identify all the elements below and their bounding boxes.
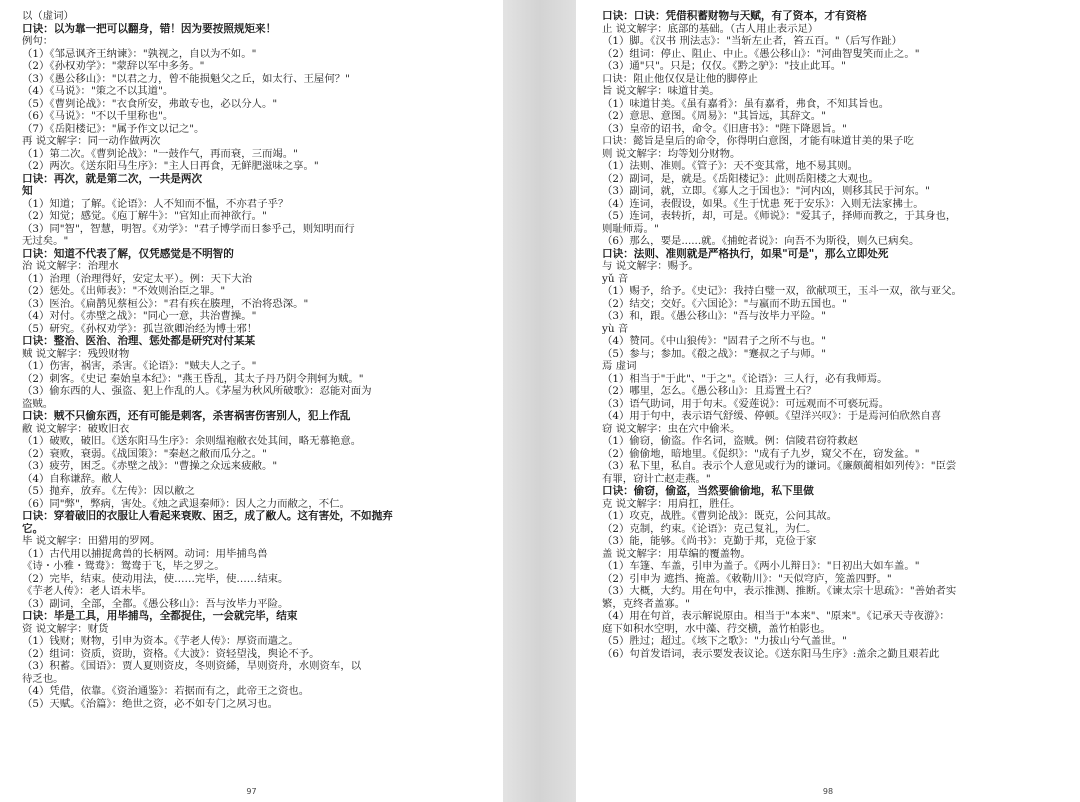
text-line: （5）天赋。《治篇》：绝世之资，必不如专门之夙习也。 [22, 697, 278, 710]
text-line: 贼 说文解字：残毁财物 [22, 347, 130, 360]
text-line: （1）伤害，祸害，杀害。《论语》："贼夫人之子。" [22, 360, 257, 372]
text-line: （2）衰败，衰弱。《战国策》："秦赵之敝而瓜分之。" [22, 447, 267, 460]
text-line: （1）味道甘美。《虽有嘉肴》：虽有嘉肴，弗食，不知其旨也。 [602, 97, 890, 110]
text-line: （3）医治。《扁鹊见蔡桓公》："君有疾在腠理，不治将恐深。" [22, 297, 309, 310]
page-number-right: 98 [822, 787, 834, 796]
text-line: （1）《邹忌讽齐王纳谏》："孰视之，自以为不如。" [22, 47, 257, 60]
text-line: 口诀：懿旨是皇后的命令，你得明白意图，才能有味道甘美的果子吃 [602, 135, 914, 147]
text-line: （5）《曹刿论战》："衣食所安，弗敢专也，必以分人。" [22, 97, 278, 110]
text-line: （3）通"只"。只是；仅仅。《黔之驴》："技止此耳。" [602, 60, 846, 72]
text-line: 旨 说文解字：味道甘美。 [602, 85, 720, 97]
text-line: （3）同"智"，智慧，明智。《劝学》："君子博学而日参乎己，则知明而行 [22, 222, 355, 235]
text-line: 有罪，窃计亡赵走燕。" [602, 472, 711, 485]
text-line: （3）皇帝的诏书，命令。《旧唐书》："陛下降恩旨。" [602, 122, 847, 135]
text-line: （4）赞同。《中山狼传》："固君子之所不与也。" [602, 335, 826, 347]
text-line: （6）同"弊"，弊病，害处。《烛之武退秦师》：因人之力而敝之，不仁。 [22, 497, 350, 510]
page-left-text [22, 10, 495, 710]
text-line: （1）治理（治理得好，安定太平）。例：天下大治 [22, 272, 253, 285]
text-line: yǔ 音 [602, 272, 629, 285]
text-line: （2）克制，约束。《论语》：克己复礼，为仁。 [602, 522, 817, 535]
text-line: （1）偷窃，偷盗。作名词，盗贼。例：信陵君窃符救赵 [602, 435, 858, 447]
text-line: （5）胜过；超过。《垓下之歌》："力拔山兮气盖世。" [602, 635, 847, 647]
mnemonic-line: 它。 [22, 522, 44, 535]
text-line: 则耻师焉。" [602, 222, 659, 235]
text-line: （2）两次。《送东阳马生序》："主人日再食，无鲜肥滋味之享。" [22, 160, 319, 172]
text-line: （1）钱财；财物，引申为资本。《芋老人传》：厚资而遣之。 [22, 635, 299, 647]
text-line: （1）法则、准则。《管子》：天不变其常，地不易其则。 [602, 160, 858, 172]
text-line: 繁，克终者盖寡。" [602, 597, 690, 610]
text-line: （4）对付。《赤壁之战》："同心一意，共治曹操。" [22, 310, 257, 322]
text-line: 例句： [22, 35, 54, 47]
text-line: （4）用于句中，表示语气舒缓、停顿。《望洋兴叹》：于是焉河伯欣然自喜 [602, 410, 942, 422]
text-line: （5）研究。《孙权劝学》：孤岂欲卿治经为博士邪！ [22, 322, 258, 335]
text-line: （3）和，跟。《愚公移山》："吾与汝毕力平险。" [602, 310, 826, 322]
text-line: （2）惩处。《出师表》："不效则治臣之罪。" [22, 285, 226, 297]
mnemonic-line: 口诀：以为靠一把可以翻身，错！因为要按照规矩来！ [22, 22, 277, 35]
text-line: （3）大概，大约。用在句中，表示推测、推断。《谏太宗十思疏》："善始者实 [602, 585, 957, 597]
text-line: （2）副词，是，就是。《岳阳楼记》：此则岳阳楼之大观也。 [602, 172, 879, 185]
page-gutter [503, 0, 576, 802]
text-line: 与 说文解字：赐予。 [602, 260, 699, 272]
text-line: 盗贼。 [22, 397, 54, 410]
text-line: 以（虚词） [22, 10, 74, 22]
text-line: 资 说文解字：财货 [22, 622, 109, 635]
text-line: （2）哪里，怎么。《愚公移山》：且焉置土石？ [602, 385, 817, 397]
text-line: （1）赐予，给予。《史记》：我持白璧一双，欲献项王，玉斗一双，欲与亚父。 [602, 285, 962, 297]
text-line: 庭下如积水空明，水中藻、荇交横，盖竹柏影也。 [602, 622, 831, 635]
text-line: （6）那么，要是......就。《捕蛇者说》：向吾不为斯役，则久已病矣。 [602, 235, 920, 247]
text-line: （1）相当于"于此"、"于之"。《论语》：三人行，必有我师焉。 [602, 372, 888, 385]
text-line: yù 音 [602, 322, 629, 335]
text-line: （2）结交；交好。《六国论》："与嬴而不助五国也。" [602, 297, 847, 310]
text-line: （3）私下里，私自。表示个人意见或行为的谦词。《廉颇蔺相如列传》："臣尝 [602, 460, 957, 472]
text-line: （5）抛弃，放弃。《左传》：因以敝之 [22, 485, 195, 497]
mnemonic-line: 口诀：偷窃，偷盗，当然要偷偷地，私下里做 [602, 485, 814, 497]
text-line: （4）连词，表假设，如果。《生于忧患 死于安乐》：入则无法家拂士。 [602, 197, 924, 210]
page-left [0, 0, 503, 802]
text-line: （4）《马说》："策之不以其道"。 [22, 85, 174, 97]
text-line: （1）攻克，战胜。《曹刿论战》：既克，公问其故。 [602, 510, 838, 522]
text-line: （2）引申为 遮挡、掩盖。《敕勒川》："天似穹庐，笼盖四野。" [602, 572, 892, 585]
text-line: 窃 说文解字：虫在穴中偷米。 [602, 422, 741, 435]
text-line: 焉 虚词 [602, 360, 637, 372]
mnemonic-line: 口诀：口诀：凭借积蓄财物与天赋，有了资本，才有资格 [602, 10, 867, 22]
mnemonic-line: 口诀：整治、医治、治理、惩处都是研究对付某某 [22, 335, 256, 347]
mnemonic-line: 口诀：穿着破旧的衣服让人看起来衰败、困乏，成了敝人。这有害处，不如抛弃 [22, 510, 393, 522]
text-line: （3）副词，全部，全都。《愚公移山》：吾与汝毕力平险。 [22, 597, 289, 610]
mnemonic-line: 口诀：再次，就是第二次，一共是两次 [22, 172, 203, 185]
text-line: 再 说文解字：同一动作做两次 [22, 135, 161, 147]
text-line: （2）偷偷地，暗地里。《促织》："成有子九岁，窥父不在，窃发盆。" [602, 447, 920, 460]
text-line: （6）《马说》："不以千里称也"。 [22, 110, 174, 122]
text-line: （2）知觉；感觉。《庖丁解牛》："官知止而神欲行。" [22, 210, 267, 222]
text-line: （2）组词：资质，资助，资格。《大波》：资轻望浅，舆论不予。 [22, 647, 320, 660]
text-line: 《芋老人传》：老人语未毕。 [22, 585, 152, 597]
text-line: （2）完毕，结束。使动用法，使……完毕，使……结束。 [22, 572, 289, 585]
text-line: （3）副词，就，立即。《寡人之于国也》："河内凶，则移其民于河东。" [602, 185, 930, 197]
text-line: 口诀：阻止他仅仅是让他的脚停止 [602, 72, 758, 85]
text-line: （6）句首发语词，表示要发表议论。《送东阳马生序》:盖余之勤且艰若此 [602, 647, 940, 660]
text-line: 敝 说文解字：破败旧衣 [22, 422, 130, 435]
text-line: （4）凭借，依靠。《资治通鉴》：若据而有之，此帝王之资也。 [22, 685, 310, 697]
text-line: （7）《岳阳楼记》："属予作文以记之"。 [22, 122, 205, 135]
text-line: （1）破败，破旧。《送东阳马生序》：余则缊袍敝衣处其间，略无慕艳意。 [22, 435, 362, 447]
text-line: （4）自称谦辞。敝人 [22, 472, 123, 485]
text-line: （1）第二次。《曹刿论战》："一鼓作气，再而衰，三而竭。" [22, 147, 298, 160]
mnemonic-line: 口诀：毕是工具，用毕捕鸟，全都捉住，一会就完毕，结束 [22, 610, 298, 622]
text-line: （1）车篷、车盖，引申为盖子。《两小儿辩日》："日初出大如车盖。" [602, 560, 920, 572]
keyword-heading: 知 [22, 185, 33, 197]
text-line: （1）古代用以捕捉禽兽的长柄网。动词：用毕捕鸟兽 [22, 547, 268, 560]
mnemonic-line: 口诀：法则、准则就是严格执行，如果"可是"，那么立即处死 [602, 247, 889, 260]
text-line: （3）偷东西的人、强盗、犯上作乱的人。《茅屋为秋风所破歌》：忍能对面为 [22, 385, 372, 397]
text-line: （5）连词，表转折，却，可是。《师说》："爱其子，择师而教之，于其身也， [602, 210, 957, 222]
page-number-left: 97 [246, 787, 257, 796]
text-line: （3）语气助词，用于句末。《爱莲说》：可远观而不可亵玩焉。 [602, 397, 890, 410]
text-line: （1）脚。《汉书 刑法志》："当斩左止者，笞五百。"（后写作趾） [602, 35, 903, 47]
text-line: 止 说文解字：底部的基础。（古人用止表示足） [602, 22, 819, 35]
text-line: 则 说文解字：均等划分财物。 [602, 147, 741, 160]
text-line: （3）能，能够。《尚书》：克勤于邦，克俭于家 [602, 535, 817, 547]
text-line: 治 说文解字：治理水 [22, 260, 119, 272]
text-line: （3）积蓄。《国语》：贾人夏则资皮，冬则资絺，旱则资舟，水则资车，以 [22, 660, 362, 672]
page-right [576, 0, 1080, 802]
text-line: （1）知道；了解。《论语》：人不知而不愠，不亦君子乎？ [22, 197, 289, 210]
text-line: （3）疲劳，困乏。《赤壁之战》："曹操之众远来疲敝。" [22, 460, 278, 472]
text-line: 待乏也。 [22, 672, 64, 685]
text-line: 毕 说文解字：田猎用的罗网。 [22, 535, 161, 547]
text-line: 无过矣。" [22, 235, 69, 247]
page-right-text [602, 10, 1072, 660]
text-line: （5）参与；参加。《殽之战》："蹇叔之子与师。" [602, 347, 826, 360]
text-line: （2）《孙权劝学》："蒙辞以军中多务。" [22, 60, 205, 72]
text-line: （2）刺客。《史记 秦始皇本纪》："燕王昏乱，其太子丹乃阴令荆轲为贼。" [22, 372, 364, 385]
text-line: （2）意思、意图。《周易》："其旨远，其辞文。" [602, 110, 826, 122]
text-line: 《诗・小雅・鸳鸯》：鸳鸯于飞，毕之罗之。 [22, 560, 225, 572]
text-line: 盖 说文解字：用草编的覆盖物。 [602, 547, 751, 560]
text-line: 克 说文解字：用肩扛，胜任。 [602, 497, 741, 510]
text-line: （2）组词：停止、阻止、中止。《愚公移山》："河曲智叟笑而止之。" [602, 47, 920, 60]
mnemonic-line: 口诀：贼不只偷东西，还有可能是刺客，杀害祸害伤害别人，犯上作乱 [22, 410, 351, 422]
mnemonic-line: 口诀：知道不代表了解，仅凭感觉是不明智的 [22, 247, 234, 260]
text-line: （4）用在句首，表示解说原由。相当于"本来"、"原来"。《记承天寺夜游》： [602, 610, 950, 622]
text-line: （3）《愚公移山》："以君之力，曾不能损魁父之丘，如太行、王屋何？" [22, 72, 350, 85]
